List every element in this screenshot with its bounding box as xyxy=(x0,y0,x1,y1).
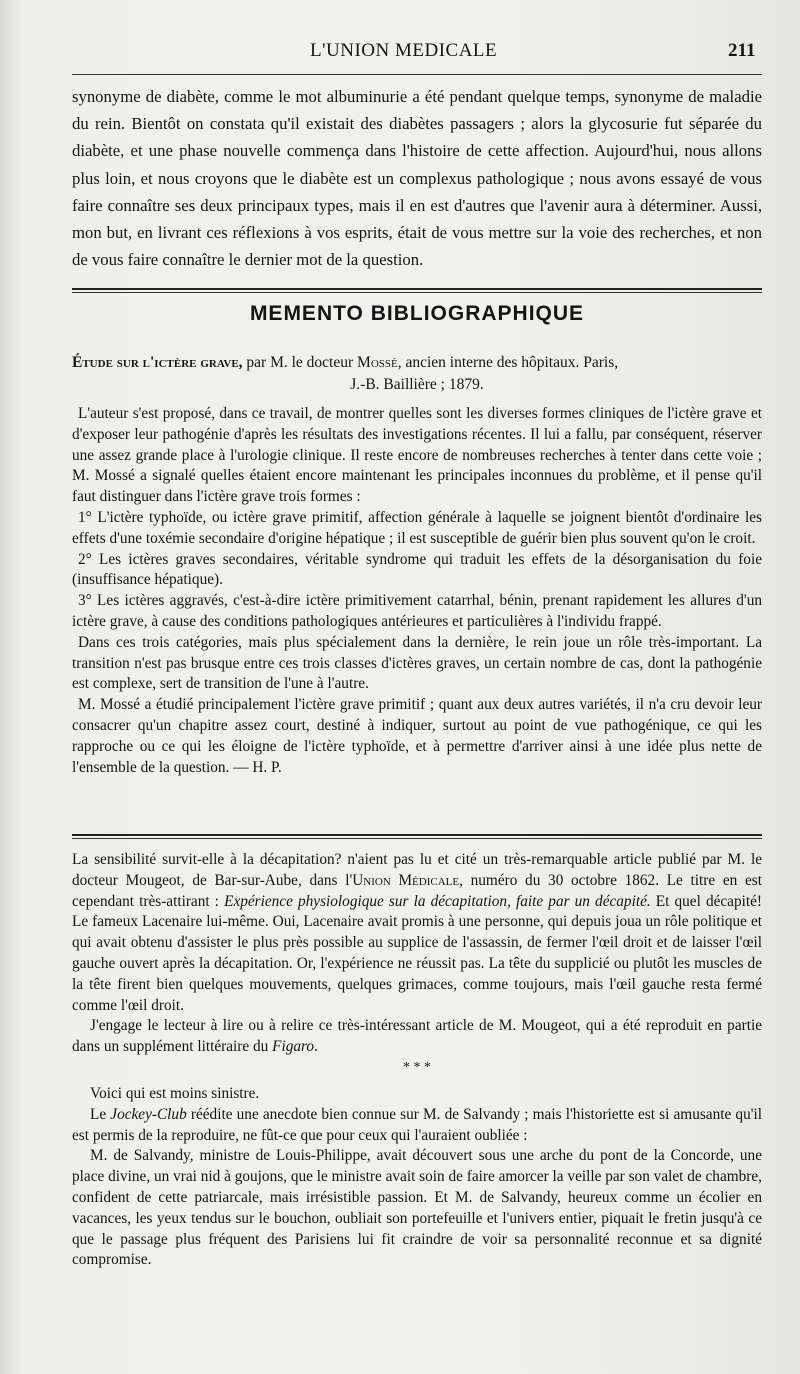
work-title: Étude sur l'ictère grave, xyxy=(72,354,243,371)
chronicle-paragraph-mougeot xyxy=(72,1016,762,1058)
running-title: L'UNION MEDICALE xyxy=(310,40,498,61)
section-rule-bottom xyxy=(72,834,762,836)
text-run: . xyxy=(314,1038,318,1056)
newspaper-name: Figaro xyxy=(272,1038,315,1056)
text-run: La sensibilité survit-elle à la décapitation? n'aient pas lu et cité un très-remarquable article publié par M. le docteur Mougeot, de Bar-sur-Aube, dans l' xyxy=(72,851,762,889)
section-rule-bottom-thin xyxy=(72,838,762,839)
review-paragraph: 3° Les ictères aggravés, c'est-à-dire ictère primitivement catarrhal, bénin, prenant rapidement les allures d'un ictère grave, à cause des conditions pathologiques antérieures et particulières à l'individu frappé. xyxy=(72,592,762,630)
author-name: Mossé, xyxy=(357,354,402,371)
chronicle-paragraph-transition: Voici qui est moins sinistre. xyxy=(90,1084,260,1102)
text-run: Et quel décapité! Le fameux Lacenaire lui-même. Oui, Lacenaire avait promis à une personne, qui depuis joua un rôle politique et qui avait obtenu d'assister le plus près possible au supplice de l'assassin, de fermer l'œil droit et de laisser l'œil gauche ouvert après la décapitation. Or, l'expérience ne réussit pas. La tête du supplicié ou plutôt les muscles de la tête firent bien quelques mouvements, quelques grimaces, comme toujours, mais l'œil gauche resta fermé comme l'œil droit. xyxy=(72,892,763,1014)
chronicle-paragraph-salvandy-anecdote: M. de Salvandy, ministre de Louis-Philippe, avait découvert sous une arche du pont de la Concorde, une place divine, un vrai nid à goujons, que le ministre avait soin de faire amorcer la veille par son valet de chambre, confident de cette patriarcale, mais irrésistible passion. Et M. de Salvandy, heureux comme un écolier en vacances, les yeux tendus sur le bouchon, oubliait son portefeuille et l'univers entier, piquait le fretin jusqu'à ce que le passage plus fréquent des Parisiens lui fit craindre de voir sa personnalité reconnue et sa dignité compromise. xyxy=(72,1147,762,1269)
review-block xyxy=(72,404,762,778)
header-rule xyxy=(72,74,762,75)
review-paragraph: M. Mossé a étudié principalement l'ictère grave primitif ; quant aux deux autres variétés, il n'a cru devoir leur consacrer qu'un chapitre assez court, destiné à indiquer, surtout au point de vue pathogénique, ce qui les rapproche ou ce qui les éloigne de l'ictère typhoïde, et à permettre d'arriver ainsi à une idée plus nette de l'ensemble de la question. — H. P. xyxy=(72,696,762,776)
memento-title: MEMENTO BIBLIOGRAPHIQUE xyxy=(249,302,585,325)
intro-paragraph: synonyme de diabète, comme le mot albuminurie a été pendant quelque temps, synonyme de maladie du rein. Bientôt on constata qu'il existait des diabètes passagers ; alors la glycosurie fut séparée du diabète, et une phase nouvelle commença dans l'histoire de cette affection. Aujourd'hui, nous allons plus loin, et nous croyons que le diabète est un complexus pathologique ; nous avons essayé de vous faire connaître ses deux principaux types, mais il en est d'autres que l'avenir aura à déterminer. Aussi, mon but, en livrant ces réflexions à vos esprits, était de vous mettre sur la voie des recherches, et non de vous faire connaître le dernier mot de la question. xyxy=(72,87,762,270)
publisher-line: J.-B. Baillière ; 1879. xyxy=(350,376,484,393)
reference-line xyxy=(72,352,762,374)
bibliographic-reference xyxy=(72,352,762,396)
chronicle-paragraph-decapitation xyxy=(72,850,762,1016)
review-paragraph: 1° L'ictère typhoïde, ou ictère grave primitif, affection générale à laquelle se joignent bientôt d'ordinaire les effets d'une toxémie secondaire d'origine hépatique ; il est susceptible de guérir bien plus souvent qu'on le croit. xyxy=(72,508,762,547)
author-details: ancien interne des hôpitaux. Paris, xyxy=(401,354,619,371)
asterism-separator xyxy=(72,1059,762,1084)
review-paragraph: L'auteur s'est proposé, dans ce travail, de montrer quelles sont les diverses formes cliniques de l'ictère grave et d'exposer leur pathogénie d'après les résultats des investigations récentes. Il lui a fallu, par conséquent, réserver une assez grande place à l'urologie clinique. Il reste encore de nombreuses recherches à tenter dans cette voie ; M. Mossé a signalé quelles étaient encore maintenant les principales inconnues du problème, et il pense qu'il faut distinguer dans l'ictère grave trois formes : xyxy=(72,405,762,506)
review-paragraph: 2° Les ictères graves secondaires, véritable syndrome qui traduit les effets de la désorganisation du foie (insuffisance hépatique). xyxy=(72,550,762,589)
chronicle-block xyxy=(72,850,762,1271)
author-prefix: par M. le docteur xyxy=(246,354,358,371)
section-rule-top xyxy=(72,288,762,290)
text-run: , numéro du 30 octobre 1862. Le titre en est cependant très-attirant : xyxy=(72,871,763,910)
journal-name: Union Médicale xyxy=(352,871,460,889)
club-name: Jockey-Club xyxy=(110,1105,187,1123)
section-rule-top-thin xyxy=(72,292,762,293)
page-header xyxy=(0,40,800,66)
article-title: Expérience physiologique sur la décapitation, faite par un décapité. xyxy=(224,892,651,910)
text-run: réédite une anecdote bien connue sur M. de Salvandy ; mais l'historiette est si amusante qu'il est permis de la reproduire, ne fût-ce que pour ceux qui l'auraient oubliée : xyxy=(72,1105,762,1144)
text-run: J'engage le lecteur à lire ou à relire ce très-intéressant article de M. Mougeot, qui a été reproduit en partie dans un supplément littéraire du xyxy=(72,1017,762,1056)
intro-paragraph-block xyxy=(72,83,762,273)
text-run: Le xyxy=(90,1105,111,1123)
page-number: 211 xyxy=(728,40,756,61)
chronicle-paragraph-salvandy-intro xyxy=(72,1105,762,1147)
review-paragraph: Dans ces trois catégories, mais plus spécialement dans la dernière, le rein joue un rôle très-important. La transition n'est pas brusque entre ces trois classes d'ictères graves, un certain nombre de cas, dont la pathogénie est complexe, sert de transition de l'une à l'autre. xyxy=(72,633,762,693)
asterism-text: * * * xyxy=(403,1059,431,1075)
